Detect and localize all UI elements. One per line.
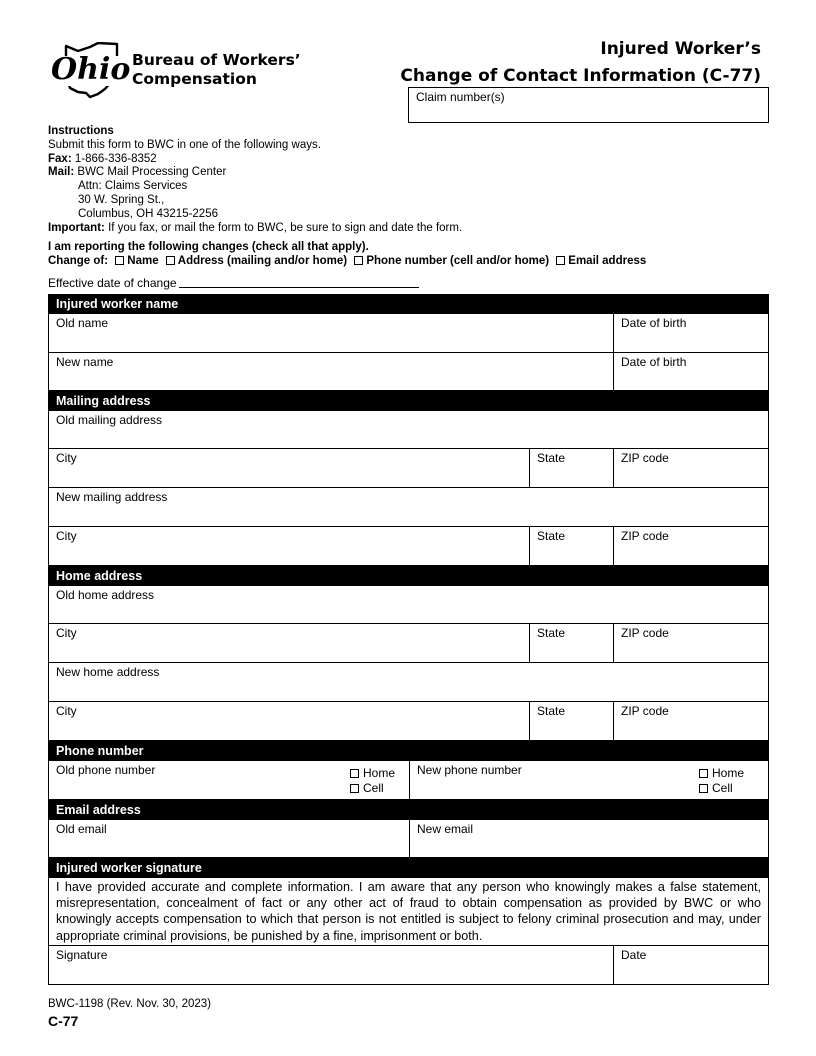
new-email-field[interactable]	[409, 820, 768, 857]
important-text: If you fax, or mail the form to BWC, be sure to sign and date the form.	[108, 221, 463, 234]
cell-option-label: Cell	[363, 781, 384, 795]
new-phone-cell-checkbox[interactable]	[699, 784, 708, 793]
old-home-label: Old home address	[56, 588, 155, 602]
address-checkbox[interactable]	[166, 256, 175, 265]
instructions-submit: Submit this form to BWC in one of the following ways.	[48, 138, 321, 151]
new-phone-home-checkbox[interactable]	[699, 769, 708, 778]
claim-number-field[interactable]	[408, 87, 769, 123]
new-dob-label: Date of birth	[621, 355, 687, 369]
new-home-city-field[interactable]	[49, 702, 529, 740]
signature-field[interactable]	[49, 946, 613, 984]
name-checkbox[interactable]	[115, 256, 124, 265]
fax-number: 1-866-336-8352	[74, 152, 157, 165]
section-header-signature: Injured worker signature	[48, 858, 769, 878]
section-header-mailing: Mailing address	[48, 391, 769, 411]
old-mailing-field[interactable]	[49, 411, 768, 448]
agency-line-1: Bureau of Workers’	[132, 51, 301, 69]
new-home-state-field[interactable]	[529, 702, 613, 740]
important-label: Important:	[48, 221, 105, 234]
state-label: State	[537, 529, 566, 543]
new-mailing-row	[48, 488, 769, 527]
mail-line-2: Attn: Claims Services	[78, 180, 188, 193]
new-name-row	[48, 353, 769, 391]
new-home-field[interactable]	[49, 663, 768, 701]
email-checkbox[interactable]	[556, 256, 565, 265]
contact-form	[48, 294, 769, 985]
section-header-home: Home address	[48, 566, 769, 586]
name-option-label: Name	[127, 255, 159, 267]
cell-option-label: Cell	[712, 781, 733, 795]
new-phone-label: New phone number	[417, 763, 522, 777]
old-mailing-label: Old mailing address	[56, 413, 163, 427]
fraud-statement: I have provided accurate and complete information. I am aware that any person who knowingly makes a false statement, misrepresentation, concealment of fact or any other act of fraud to obtain compensation as provided by BWC or who knowingly accepts compensation to which that person is not entitled is subject to felony criminal prosecution and may, under appropriate criminal provisions, be punished by a fine, imprisonment or both.	[48, 878, 769, 946]
mail-line-3: 30 W. Spring St.,	[78, 193, 165, 206]
old-home-city-field[interactable]	[49, 624, 529, 662]
old-mailing-city-row	[48, 449, 769, 488]
old-mailing-state-field[interactable]	[529, 449, 613, 487]
city-label: City	[56, 626, 77, 640]
old-email-field[interactable]	[49, 820, 409, 857]
new-home-city-row	[48, 702, 769, 741]
phone-checkbox[interactable]	[354, 256, 363, 265]
old-dob-label: Date of birth	[621, 316, 687, 330]
change-of-label: Change of:	[48, 255, 109, 267]
email-row	[48, 820, 769, 858]
title-line-1: Injured Worker’s	[600, 39, 761, 59]
old-email-label: Old email	[56, 822, 107, 836]
effective-date-row	[48, 276, 419, 290]
old-home-field[interactable]	[49, 586, 768, 623]
title-line-2: Change of Contact Information (C-77)	[400, 66, 761, 86]
agency-line-2: Compensation	[132, 70, 257, 88]
new-home-label: New home address	[56, 665, 160, 679]
form-code: C-77	[48, 1013, 79, 1029]
new-phone-type	[699, 766, 744, 796]
section-header-email: Email address	[48, 800, 769, 820]
old-mailing-row	[48, 411, 769, 449]
city-label: City	[56, 529, 77, 543]
old-phone-cell-checkbox[interactable]	[350, 784, 359, 793]
old-phone-type	[350, 766, 395, 796]
old-name-field[interactable]	[49, 314, 613, 352]
zip-label: ZIP code	[621, 451, 669, 465]
old-home-state-field[interactable]	[529, 624, 613, 662]
signature-date-field[interactable]	[613, 946, 768, 984]
new-mailing-field[interactable]	[49, 488, 768, 526]
effective-date-label: Effective date of change	[48, 276, 177, 290]
new-mailing-state-field[interactable]	[529, 527, 613, 565]
new-mailing-city-field[interactable]	[49, 527, 529, 565]
new-dob-field[interactable]	[613, 353, 768, 390]
instructions-heading: Instructions	[48, 125, 114, 137]
ohio-script-text: Ohio	[51, 52, 131, 87]
new-name-label: New name	[56, 355, 114, 369]
old-phone-field[interactable]	[49, 761, 409, 799]
form-revision: BWC-1198 (Rev. Nov. 30, 2023)	[48, 998, 211, 1010]
instructions	[48, 125, 462, 235]
old-phone-home-checkbox[interactable]	[350, 769, 359, 778]
mail-label: Mail:	[48, 166, 75, 179]
mail-line-4: Columbus, OH 43215-2256	[78, 207, 218, 220]
phone-row	[48, 761, 769, 800]
new-name-field[interactable]	[49, 353, 613, 390]
fax-label: Fax:	[48, 152, 72, 165]
city-label: City	[56, 451, 77, 465]
old-home-zip-field[interactable]	[613, 624, 768, 662]
mail-line-1: BWC Mail Processing Center	[77, 166, 227, 179]
reporting-statement: I am reporting the following changes (check all that apply).	[48, 241, 369, 253]
new-email-label: New email	[417, 822, 474, 836]
agency-name	[132, 51, 301, 89]
new-mailing-label: New mailing address	[56, 490, 168, 504]
claim-number-label: Claim number(s)	[416, 90, 505, 104]
old-mailing-zip-field[interactable]	[613, 449, 768, 487]
new-phone-field[interactable]	[409, 761, 768, 799]
new-mailing-city-row	[48, 527, 769, 566]
state-label: State	[537, 451, 566, 465]
zip-label: ZIP code	[621, 626, 669, 640]
old-name-row	[48, 314, 769, 353]
city-label: City	[56, 704, 77, 718]
signature-label: Signature	[56, 947, 108, 962]
state-label: State	[537, 704, 566, 718]
home-option-label: Home	[363, 766, 396, 780]
phone-option-label: Phone number (cell and/or home)	[366, 255, 550, 267]
old-home-city-row	[48, 624, 769, 663]
zip-label: ZIP code	[621, 704, 669, 718]
new-mailing-zip-field[interactable]	[613, 527, 768, 565]
section-header-phone: Phone number	[48, 741, 769, 761]
home-option-label: Home	[712, 766, 745, 780]
effective-date-field[interactable]	[179, 287, 419, 288]
state-label: State	[537, 626, 566, 640]
address-option-label: Address (mailing and/or home)	[177, 255, 348, 267]
old-home-row	[48, 586, 769, 624]
new-home-zip-field[interactable]	[613, 702, 768, 740]
email-option-label: Email address	[568, 255, 647, 267]
signature-row	[48, 946, 769, 985]
old-dob-field[interactable]	[613, 314, 768, 352]
new-home-row	[48, 663, 769, 702]
old-mailing-city-field[interactable]	[49, 449, 529, 487]
change-selection	[48, 240, 646, 268]
zip-label: ZIP code	[621, 529, 669, 543]
form-title	[400, 36, 761, 90]
old-phone-label: Old phone number	[56, 763, 156, 777]
signature-date-label: Date	[621, 947, 647, 962]
old-name-label: Old name	[56, 316, 109, 330]
section-header-name: Injured worker name	[48, 294, 769, 314]
